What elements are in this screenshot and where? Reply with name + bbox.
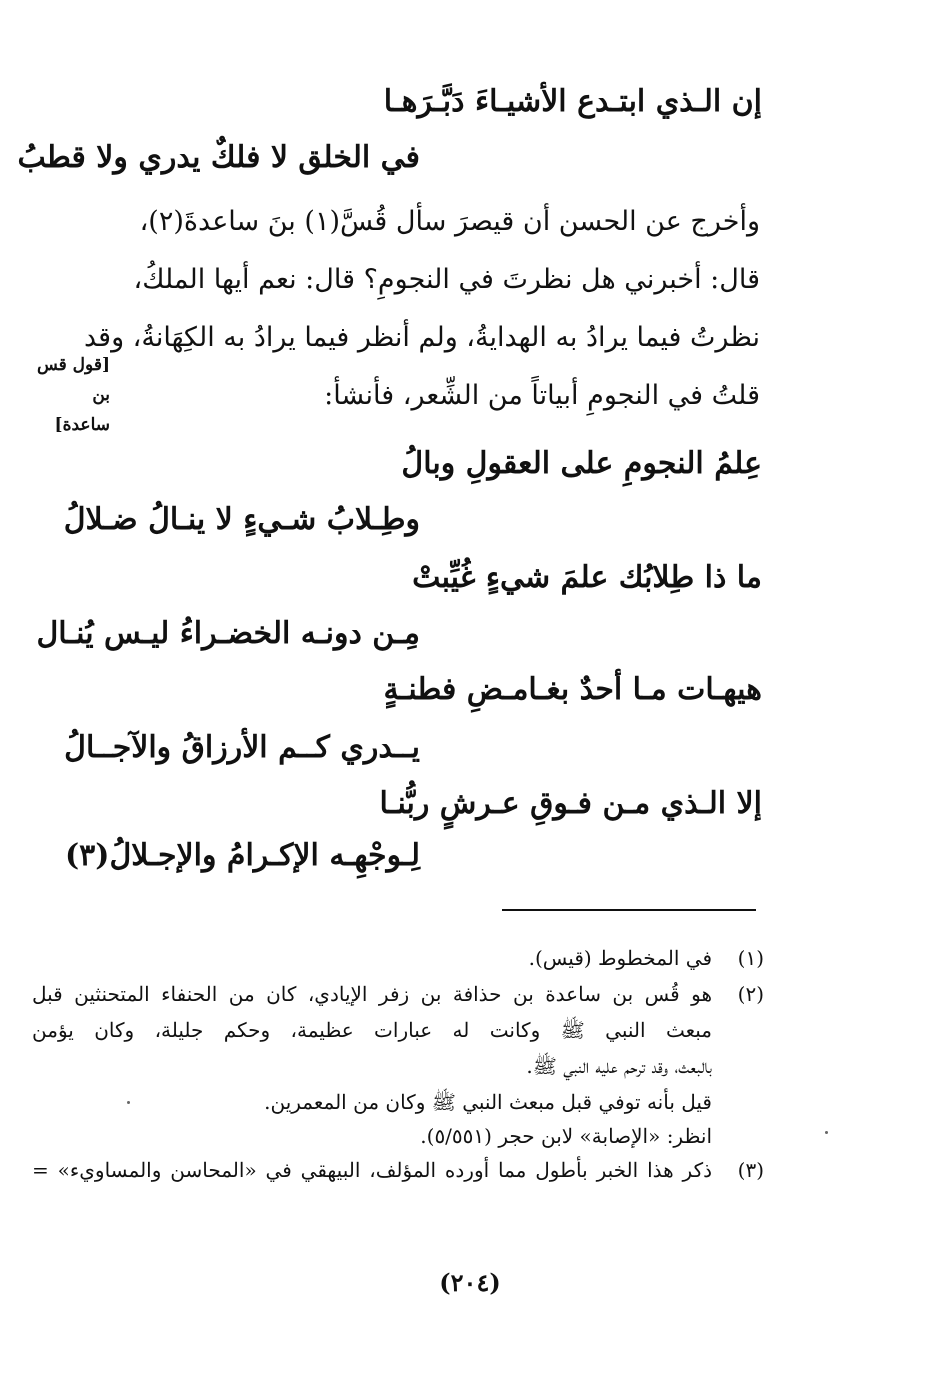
footnote-text: مبعث النبي ﷺ وكانت له عبارات عظيمة، وحكم جليلة، وكان يؤمن <box>32 1018 712 1042</box>
page-number: (٢٠٤) <box>439 1268 501 1297</box>
footnote-text: في المخطوط (قيس). <box>528 946 712 970</box>
footnote-number: (١) <box>737 946 764 970</box>
margin-note-line: [قول قس بن <box>36 355 110 405</box>
footnote-number: (٢) <box>737 982 764 1006</box>
poem-hemistich: إلا الـذي مـن فـوقِ عـرشٍ ربُّنـا <box>379 786 762 821</box>
opening-verse-hemistich-2: في الخلق لا فلكٌ يدري ولا قطبُ <box>17 140 420 175</box>
prose-line: قلتُ في النجومِ أبياتاً من الشِّعر، فأنشأ: <box>324 380 760 411</box>
footnote-separator <box>502 909 756 911</box>
prose-line: نظرتُ فيما يرادُ به الهدايةُ، ولم أنظر فيما يرادُ به الكِهَانةُ، وقد <box>83 322 760 353</box>
poem-hemistich: هيهـات مـا أحدٌ بغـامـضِ فطنـةٍ <box>383 672 762 707</box>
footnote-text: انظر: «الإصابة» لابن حجر (٥/٥٥١). <box>420 1124 712 1148</box>
prose-line: قال: أخبرني هل نظرتَ في النجومِ؟ قال: نعم أيها الملكُ، <box>133 264 760 295</box>
footnote-text: بالبعث، وقد ترحم عليه النبي ﷺ. <box>526 1054 712 1078</box>
scan-speck <box>127 1101 130 1104</box>
margin-note <box>20 350 110 440</box>
footnote-text: ذكر هذا الخبر بأطول مما أورده المؤلف، البيهقي في «المحاسن والمساويء» = <box>32 1158 712 1182</box>
poem-hemistich: وطِـلابُ شـيءٍ لا ينـالُ ضـلالُ <box>63 502 420 537</box>
poem-hemistich: عِلمُ النجومِ على العقولِ وبالُ <box>401 446 762 481</box>
poem-hemistich: لِـوجْهِـه الإكـرامُ والإجـلالُ(٣) <box>64 838 420 873</box>
poem-hemistich: يــدري كــم الأرزاقُ والآجــالُ <box>64 730 420 765</box>
scan-speck <box>825 1131 828 1134</box>
poem-hemistich: مِـن دونـه الخضـراءُ ليـس يُنـال <box>36 616 420 651</box>
footnote-text: قيل بأنه توفي قبل مبعث النبي ﷺ وكان من المعمرين. <box>264 1090 712 1114</box>
poem-hemistich: ما ذا طِلابُك علمَ شيءٍ غُيِّبتْ <box>412 560 762 595</box>
footnote-number: (٣) <box>737 1158 764 1182</box>
footnote-text: هو قُس بن ساعدة بن حذافة بن زفر الإيادي، كان من الحنفاء المتحنثين قبل <box>32 982 712 1006</box>
margin-note-line: ساعدة] <box>54 415 110 435</box>
prose-line: وأخرج عن الحسن أن قيصرَ سأل قُسَّ(١) بنَ ساعدةَ(٢)، <box>139 206 760 237</box>
opening-verse-hemistich-1: إن الـذي ابتـدع الأشيـاءَ دَبَّـرَهـا <box>383 84 762 119</box>
